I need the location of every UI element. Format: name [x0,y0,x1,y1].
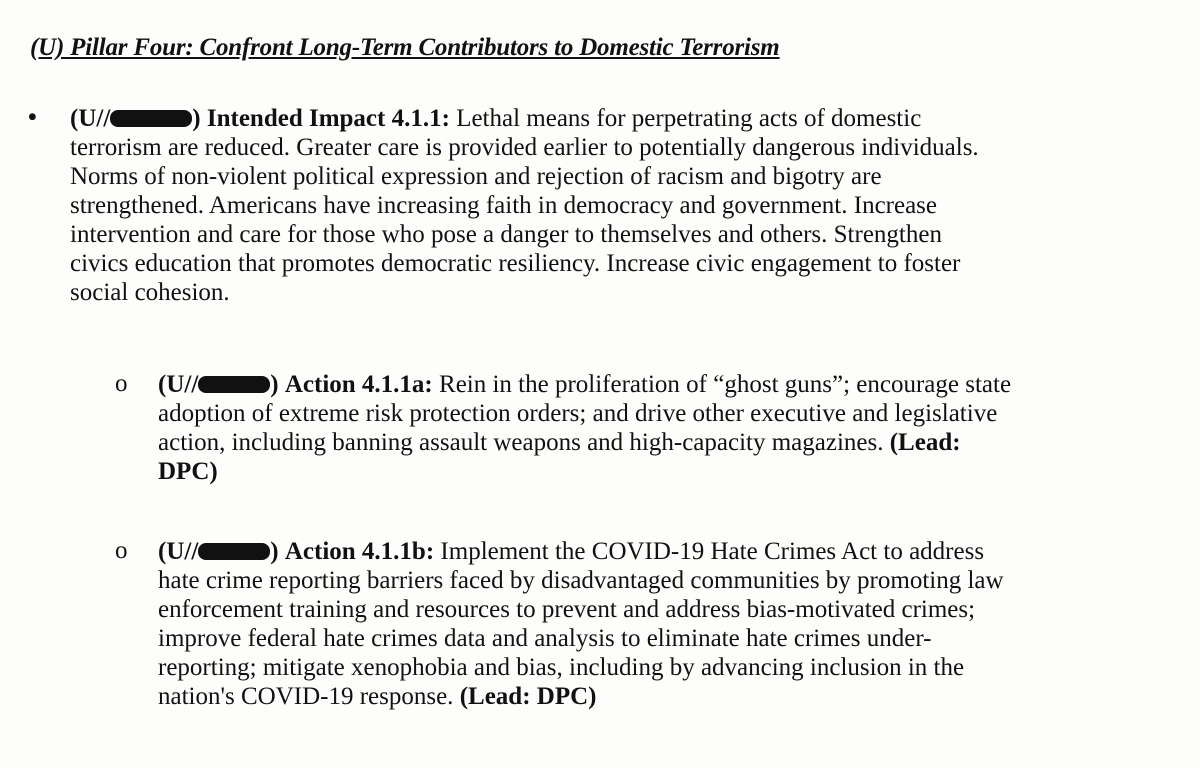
classification-suffix: ) [270,371,279,398]
sub-bullet-marker: o [115,370,128,397]
text-line: Rein in the proliferation of “ghost guns”; encourage state [432,371,1012,398]
lead-label: (Lead: [889,429,961,456]
text-line: action, including banning assault weapons and high-capacity magazines. [158,429,890,456]
text-line: terrorism are reduced. Greater care is provided earlier to potentially dangerous individuals. [70,134,979,161]
text-line: Implement the COVID-19 Hate Crimes Act to address [434,538,985,565]
action-4-1-1a-paragraph [158,370,1011,486]
text-line: nation's COVID-19 response. [158,683,460,710]
lead-label: (Lead: DPC) [459,683,597,710]
impact-label: Intended Impact 4.1.1: [206,105,450,132]
text-line: civics education that promotes democratic resiliency. Increase civic engagement to foster [70,250,961,277]
text-line: Lethal means for perpetrating acts of domestic [449,105,922,132]
text-line: hate crime reporting barriers faced by disadvantaged communities by promoting law [158,567,1004,594]
text-line: intervention and care for those who pose a danger to themselves and others. Strengthen [70,221,942,248]
text-line: social cohesion. [70,279,230,306]
section-heading: (U) Pillar Four: Confront Long-Term Contributors to Domestic Terrorism [30,34,780,61]
classification-prefix: (U// [158,538,199,565]
redaction-mark [198,376,270,393]
redaction-mark [198,543,270,560]
classification-prefix: (U// [158,371,199,398]
classification-prefix: (U// [70,105,111,132]
text-line: reporting; mitigate xenophobia and bias, including by advancing inclusion in the [158,654,965,681]
action-label: Action 4.1.1a: [284,371,433,398]
classification-suffix: ) [270,538,279,565]
text-line: adoption of extreme risk protection orders; and drive other executive and legislative [158,400,998,427]
action-4-1-1b-paragraph [158,537,1004,711]
lead-value: DPC) [158,458,218,485]
classification-suffix: ) [192,105,201,132]
text-line: enforcement training and resources to prevent and address bias-motivated crimes; [158,596,976,623]
text-line: Norms of non-violent political expression and rejection of racism and bigotry are [70,163,882,190]
action-label: Action 4.1.1b: [284,538,435,565]
redaction-mark [110,110,192,127]
sub-bullet-marker: o [115,537,128,564]
text-line: strengthened. Americans have increasing faith in democracy and government. Increase [70,192,938,219]
text-line: improve federal hate crimes data and analysis to eliminate hate crimes under- [158,625,932,652]
intended-impact-paragraph [70,104,979,307]
bullet-marker: • [28,104,37,131]
